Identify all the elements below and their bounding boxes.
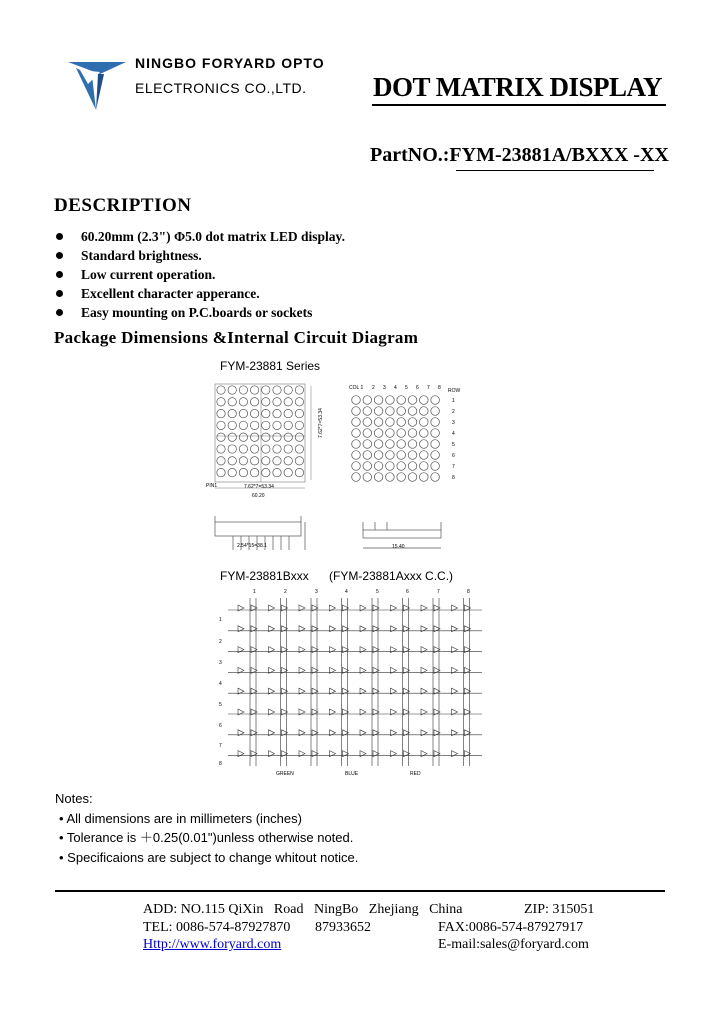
- circuit-col-1: 1: [253, 589, 256, 595]
- led-dot: [408, 407, 417, 416]
- side-view-diagram: [213, 512, 453, 564]
- led-dot: [431, 473, 440, 482]
- row-4: 4: [452, 431, 455, 437]
- list-item: Easy mounting on P.C.boards or sockets: [54, 303, 345, 322]
- led-dot: [374, 462, 383, 471]
- pin1-label: PIN1: [206, 483, 218, 489]
- circuit-row-3: 3: [219, 660, 222, 666]
- led-dot: [374, 473, 383, 482]
- circuit-row-6: 6: [219, 723, 222, 729]
- circuit-col-7: 7: [437, 589, 440, 595]
- circuit-row-2: 2: [219, 639, 222, 645]
- led-dot: [273, 433, 281, 441]
- footer-tel: TEL: 0086-574-87927870: [143, 920, 291, 935]
- led-dot: [397, 429, 406, 438]
- row-7: 7: [452, 464, 455, 470]
- package-heading: Package Dimensions &Internal Circuit Diagram: [54, 328, 419, 347]
- led-dot: [284, 433, 292, 441]
- row-8: 8: [452, 475, 455, 481]
- title-divider: [372, 104, 666, 106]
- led-dot: [431, 451, 440, 460]
- led-dot: [363, 451, 372, 460]
- led-dot: [352, 429, 361, 438]
- led-dot: [250, 433, 258, 441]
- led-dot: [228, 433, 236, 441]
- led-dot: [295, 445, 303, 453]
- pin-layout-diagram: [350, 393, 450, 485]
- series-label: FYM-23881 Series: [220, 359, 321, 373]
- col-6: 6: [416, 385, 419, 391]
- dim-right: 15.40: [392, 544, 405, 550]
- led-dot: [408, 462, 417, 471]
- led-dot: [262, 468, 270, 476]
- led-dot: [284, 386, 292, 394]
- led-dot: [386, 429, 395, 438]
- col-3: 3: [383, 385, 386, 391]
- led-dot: [386, 407, 395, 416]
- led-dot: [250, 457, 258, 465]
- led-dot: [250, 398, 258, 406]
- led-dot: [420, 451, 429, 460]
- led-dot: [284, 468, 292, 476]
- led-dot: [273, 445, 281, 453]
- led-dot: [386, 462, 395, 471]
- list-item: 60.20mm (2.3") Φ5.0 dot matrix LED display.: [54, 227, 345, 246]
- led-dot: [352, 418, 361, 427]
- note-item: • Specificaions are subject to change whitout notice.: [59, 849, 359, 865]
- led-dot: [295, 468, 303, 476]
- led-dot: [273, 457, 281, 465]
- circuit-row-4: 4: [219, 681, 222, 687]
- row-1: 1: [452, 398, 455, 404]
- led-dot: [363, 418, 372, 427]
- note-item: • All dimensions are in millimeters (inches): [59, 810, 302, 826]
- led-dot: [295, 457, 303, 465]
- led-dot: [239, 457, 247, 465]
- led-dot: [374, 451, 383, 460]
- led-dot: [352, 462, 361, 471]
- company-name-line1: NINGBO FORYARD OPTO: [135, 55, 325, 71]
- circuit-col-4: 4: [345, 589, 348, 595]
- col-5: 5: [405, 385, 408, 391]
- led-dot: [363, 407, 372, 416]
- circuit-col-5: 5: [376, 589, 379, 595]
- row-2: 2: [452, 409, 455, 415]
- circuit-row-7: 7: [219, 743, 222, 749]
- led-dot: [420, 429, 429, 438]
- led-dot: [217, 433, 225, 441]
- page-title: DOT MATRIX DISPLAY: [373, 72, 663, 102]
- col-label: COL 1: [349, 385, 364, 391]
- legend-red: RED: [410, 771, 421, 777]
- led-dot: [273, 398, 281, 406]
- led-dot: [386, 440, 395, 449]
- led-dot: [397, 473, 406, 482]
- led-dot: [397, 451, 406, 460]
- led-dot: [386, 396, 395, 405]
- led-dot: [239, 445, 247, 453]
- dim-pitch: 7.62*7=53.34: [244, 484, 274, 490]
- col-4: 4: [394, 385, 397, 391]
- circuit-col-2: 2: [284, 589, 287, 595]
- led-dot: [228, 409, 236, 417]
- part-number-underline: [456, 170, 654, 171]
- led-dot: [408, 451, 417, 460]
- list-item: Excellent character apperance.: [54, 284, 345, 303]
- led-dot: [420, 418, 429, 427]
- led-dot: [420, 407, 429, 416]
- led-dot: [250, 421, 258, 429]
- led-dot: [295, 398, 303, 406]
- led-dot: [250, 386, 258, 394]
- led-dot: [397, 418, 406, 427]
- description-list: [54, 227, 345, 322]
- led-dot: [408, 429, 417, 438]
- led-dot: [295, 409, 303, 417]
- col-2: 2: [372, 385, 375, 391]
- led-dot: [352, 396, 361, 405]
- led-dot: [352, 473, 361, 482]
- row-5: 5: [452, 442, 455, 448]
- footer-divider: [55, 890, 665, 892]
- led-dot: [239, 386, 247, 394]
- circuit-label-a: (FYM-23881Axxx C.C.): [329, 569, 454, 583]
- notes-section: [55, 789, 358, 867]
- led-dot: [228, 398, 236, 406]
- led-dot: [239, 433, 247, 441]
- led-dot: [250, 445, 258, 453]
- led-dot: [273, 386, 281, 394]
- footer-fax: FAX:0086-574-87927917: [438, 920, 584, 935]
- description-heading: DESCRIPTION: [54, 195, 192, 216]
- led-dot: [408, 396, 417, 405]
- led-dot: [352, 440, 361, 449]
- led-dot: [408, 418, 417, 427]
- led-dot: [363, 473, 372, 482]
- part-number: PartNO.:FYM-23881A/BXXX -XX: [370, 144, 669, 166]
- circuit-col-8: 8: [467, 589, 470, 595]
- note-item: • Tolerance is ＋0.25(0.01")unless otherwise noted.: [59, 830, 354, 845]
- led-dot: [374, 440, 383, 449]
- led-dot: [228, 445, 236, 453]
- led-dot: [217, 398, 225, 406]
- led-dot: [431, 418, 440, 427]
- circuit-col-6: 6: [406, 589, 409, 595]
- led-dot: [284, 445, 292, 453]
- led-dot: [250, 409, 258, 417]
- led-dot: [397, 440, 406, 449]
- led-dot: [352, 407, 361, 416]
- footer-tel2: 87933652: [315, 920, 371, 935]
- led-dot: [262, 398, 270, 406]
- led-dot: [262, 433, 270, 441]
- list-item: Low current operation.: [54, 265, 345, 284]
- led-dot: [262, 421, 270, 429]
- led-dot: [374, 407, 383, 416]
- led-dot: [262, 386, 270, 394]
- list-item: Standard brightness.: [54, 246, 345, 265]
- led-dot: [239, 409, 247, 417]
- led-dot: [284, 398, 292, 406]
- row-3: 3: [452, 420, 455, 426]
- led-dot: [273, 421, 281, 429]
- company-name-line2: ELECTRONICS CO.,LTD.: [135, 80, 307, 96]
- led-dot: [363, 429, 372, 438]
- led-dot: [217, 409, 225, 417]
- circuit-col-3: 3: [315, 589, 318, 595]
- led-dot: [217, 445, 225, 453]
- led-dot: [295, 433, 303, 441]
- led-dot: [408, 440, 417, 449]
- led-dot: [217, 386, 225, 394]
- led-dot: [262, 457, 270, 465]
- circuit-row-8: 8: [219, 761, 222, 767]
- led-dot: [228, 386, 236, 394]
- led-dot: [273, 409, 281, 417]
- circuit-row-1: 1: [219, 617, 222, 623]
- led-dot: [284, 421, 292, 429]
- led-dot: [397, 407, 406, 416]
- led-dot: [239, 398, 247, 406]
- led-dot: [397, 462, 406, 471]
- footer-address: ADD: NO.115 QiXin Road NingBo Zhejiang China: [143, 902, 463, 917]
- led-dot: [420, 440, 429, 449]
- row-6: 6: [452, 453, 455, 459]
- led-dot: [374, 418, 383, 427]
- circuit-row-5: 5: [219, 702, 222, 708]
- circuit-label-b: FYM-23881Bxxx: [220, 569, 309, 583]
- led-dot: [363, 440, 372, 449]
- led-dot: [217, 457, 225, 465]
- led-dot: [431, 429, 440, 438]
- col-8: 8: [438, 385, 441, 391]
- led-dot: [273, 468, 281, 476]
- dim-side: 7.62*7=53.34: [317, 408, 324, 438]
- led-dot: [217, 468, 225, 476]
- led-dot: [284, 409, 292, 417]
- led-dot: [363, 396, 372, 405]
- led-dot: [239, 468, 247, 476]
- led-dot: [386, 418, 395, 427]
- led-dot: [386, 473, 395, 482]
- led-dot: [420, 462, 429, 471]
- led-dot: [386, 451, 395, 460]
- internal-circuit-diagram: [228, 596, 484, 768]
- led-dot: [262, 409, 270, 417]
- led-dot: [420, 473, 429, 482]
- led-dot: [262, 445, 270, 453]
- led-dot: [228, 457, 236, 465]
- footer-email[interactable]: E-mail:sales@foryard.com: [438, 937, 589, 952]
- led-dot: [431, 396, 440, 405]
- legend-green: GREEN: [276, 771, 294, 777]
- led-dot: [397, 396, 406, 405]
- led-dot: [295, 421, 303, 429]
- dim-pin-spacing: 2.54*15=38.1: [237, 543, 267, 549]
- dim-width: 60.20: [252, 493, 265, 499]
- led-dot: [363, 462, 372, 471]
- led-dot: [228, 468, 236, 476]
- led-dot: [228, 421, 236, 429]
- company-logo: [66, 58, 128, 114]
- led-dot: [431, 440, 440, 449]
- row-label: ROW: [448, 388, 461, 394]
- led-dot: [431, 462, 440, 471]
- col-7: 7: [427, 385, 430, 391]
- footer-zip: ZIP: 315051: [524, 902, 595, 917]
- led-dot: [374, 396, 383, 405]
- legend-blue: BLUE: [345, 771, 359, 777]
- led-dot: [239, 421, 247, 429]
- led-dot: [352, 451, 361, 460]
- led-dot: [431, 407, 440, 416]
- led-dot: [250, 468, 258, 476]
- led-dot: [284, 457, 292, 465]
- led-dot: [217, 421, 225, 429]
- led-dot: [420, 396, 429, 405]
- led-dot: [374, 429, 383, 438]
- led-dot: [408, 473, 417, 482]
- notes-heading: Notes:: [55, 791, 93, 806]
- led-dot: [295, 386, 303, 394]
- footer-website-link[interactable]: Http://www.foryard.com: [143, 937, 282, 952]
